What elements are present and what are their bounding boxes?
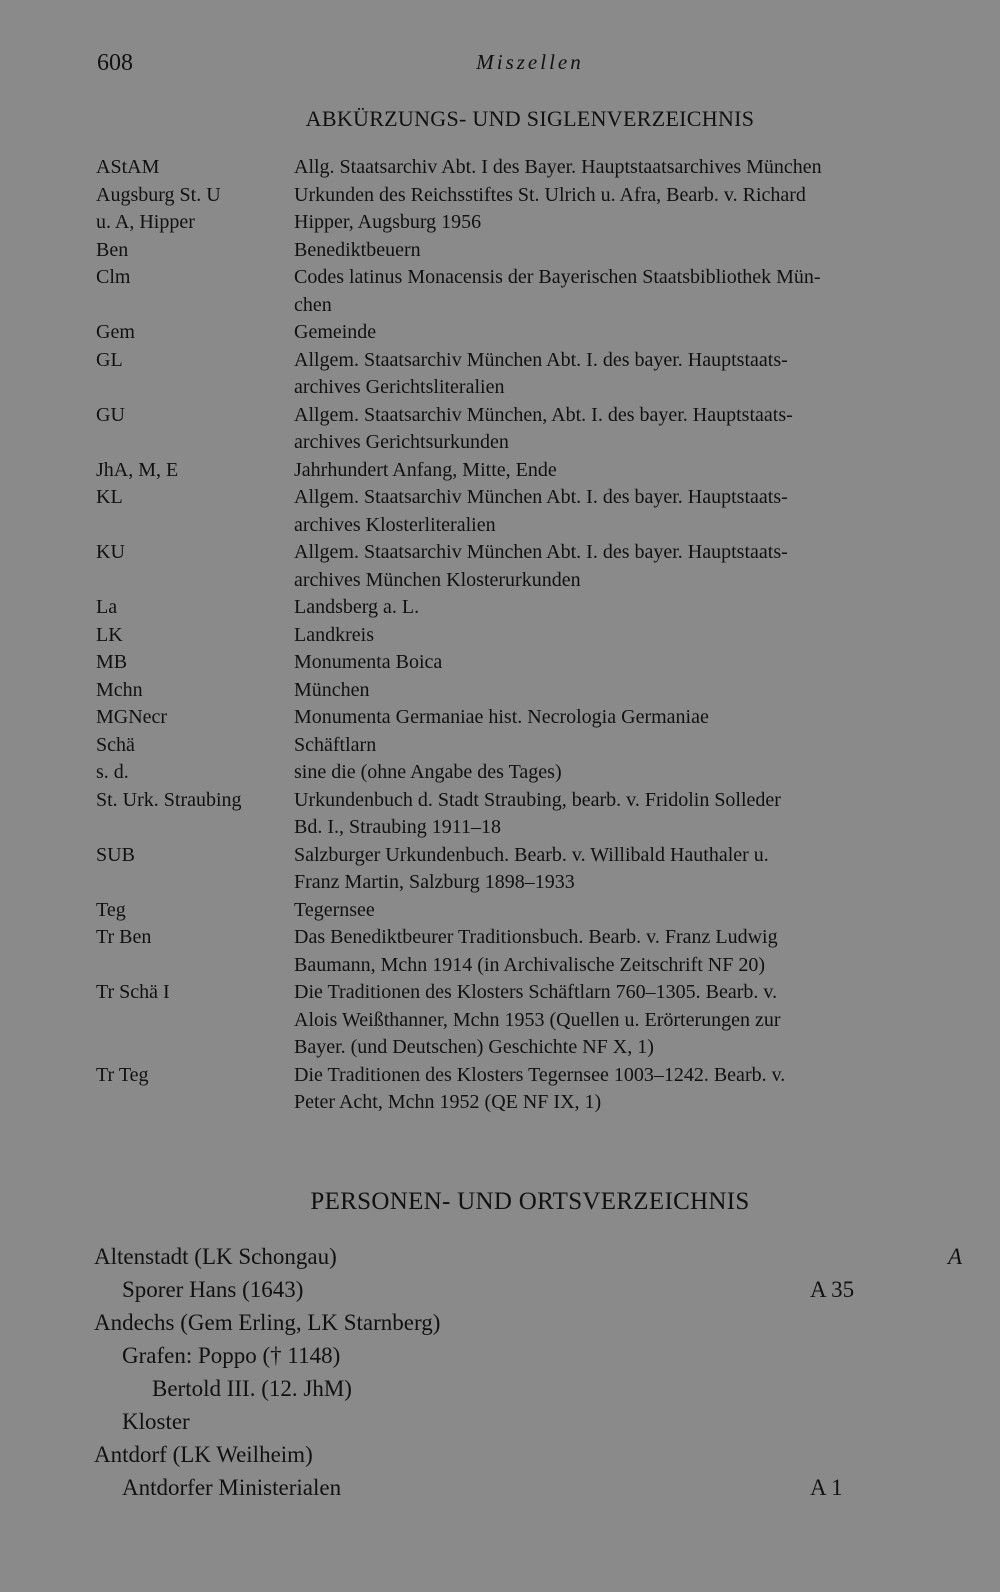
abbreviation-key: MGNecr: [96, 706, 168, 728]
abbreviation-definition: Jahrhundert Anfang, Mitte, Ende: [294, 458, 557, 481]
index-entry-text: Altenstadt (LK Schongau): [94, 1244, 337, 1269]
abbreviation-key: Gem: [96, 321, 135, 343]
abbreviation-row: [96, 264, 958, 319]
index-title: PERSONEN- UND ORTSVERZEICHNIS: [310, 1188, 750, 1215]
abbreviation-definition: Allgem. Staatsarchiv München, Abt. I. des bayer. Hauptstaats- archives Gerichtsurkunden: [294, 403, 793, 453]
abbreviation-definition: Gemeinde: [294, 321, 377, 343]
abbreviation-definition: Allgem. Staatsarchiv München Abt. I. des bayer. Hauptstaats- archives Klosterliteralien: [294, 486, 788, 536]
abbreviation-key: s. d.: [96, 761, 129, 783]
index-entry: [94, 1438, 962, 1471]
abbreviation-row: [96, 924, 958, 979]
abbreviation-row: [96, 237, 958, 265]
abbreviation-definition: Landsberg a. L.: [294, 596, 420, 618]
abbreviation-definition: Schäftlarn: [294, 733, 377, 756]
running-title: Miszellen: [476, 50, 584, 74]
abbreviation-key: Augsburg St. U u. A, Hipper: [96, 183, 221, 233]
abbreviation-row: [96, 649, 958, 677]
abbreviation-definition: Codes latinus Monacensis der Bayerischen Staatsbibliothek Mün- chen: [294, 266, 821, 316]
abbreviation-key: SUB: [96, 843, 135, 866]
abbreviation-row: [96, 154, 958, 182]
abbreviations-list: [96, 154, 958, 1117]
abbreviation-definition: Urkunden des Reichsstiftes St. Ulrich u. Afra, Bearb. v. Richard Hipper, Augsburg 1956: [294, 183, 806, 233]
abbreviation-row: [96, 732, 958, 760]
abbreviation-key: Tr Teg: [96, 1063, 149, 1086]
abbreviation-definition: Monumenta Germaniae hist. Necrologia Germaniae: [294, 706, 709, 728]
index-entry-reference: A 35: [810, 1277, 855, 1302]
abbreviation-row: [96, 842, 958, 897]
abbreviation-key: Mchn: [96, 678, 143, 701]
abbreviation-row: [96, 704, 958, 732]
abbreviation-key: GL: [96, 348, 123, 371]
index-entry-text: Bertold III. (12. JhM): [152, 1376, 352, 1401]
abbreviation-definition: Die Traditionen des Klosters Schäftlarn 760–1305. Bearb. v. Alois Weißthanner, Mchn 1953 (Quellen u. Erörterungen zur Bayer. (und Deutschen) Geschichte NF X, 1): [294, 981, 781, 1058]
abbreviation-key: St. Urk. Straubing: [96, 788, 242, 811]
abbreviation-row: [96, 402, 958, 457]
index-entry-text: Grafen: Poppo († 1148): [122, 1343, 341, 1368]
abbreviation-row: [96, 677, 958, 705]
abbreviation-key: MB: [96, 651, 128, 673]
abbreviation-definition: Allgem. Staatsarchiv München Abt. I. des bayer. Hauptstaats- archives München Klosterurkunden: [294, 541, 788, 591]
index-entry: [94, 1339, 962, 1372]
abbreviation-definition: sine die (ohne Angabe des Tages): [294, 761, 562, 783]
abbreviation-key: LK: [96, 623, 123, 646]
abbreviation-definition: Das Benediktbeurer Traditionsbuch. Bearb. v. Franz Ludwig Baumann, Mchn 1914 (in Archivalische Zeitschrift NF 20): [294, 926, 778, 976]
abbreviation-key: Clm: [96, 266, 131, 288]
abbreviation-key: Schä: [96, 733, 135, 756]
index-list: [94, 1240, 962, 1504]
abbreviation-definition: Landkreis: [294, 623, 374, 646]
abbreviation-key: Teg: [96, 898, 126, 921]
abbreviation-row: [96, 347, 958, 402]
abbreviation-definition: Die Traditionen des Klosters Tegernsee 1003–1242. Bearb. v. Peter Acht, Mchn 1952 (QE NF IX, 1): [294, 1063, 786, 1113]
abbreviation-definition: Salzburger Urkundenbuch. Bearb. v. Willibald Hauthaler u. Franz Martin, Salzburg 1898–1933: [294, 843, 769, 893]
abbreviation-row: [96, 622, 958, 650]
abbreviation-key: La: [96, 596, 118, 618]
abbreviation-definition: Allgem. Staatsarchiv München Abt. I. des bayer. Hauptstaats- archives Gerichtsliteralien: [294, 348, 788, 398]
index-entry: [94, 1306, 962, 1339]
abbreviation-key: JhA, M, E: [96, 458, 179, 481]
abbreviation-key: KL: [96, 486, 123, 508]
abbreviation-definition: München: [294, 678, 370, 701]
abbreviation-key: AStAM: [96, 156, 160, 178]
abbreviation-row: [96, 759, 958, 787]
index-entry-text: Antdorf (LK Weilheim): [94, 1442, 313, 1467]
index-entry: [94, 1273, 962, 1306]
abbreviation-row: [96, 319, 958, 347]
index-section-letter: A: [947, 1244, 962, 1269]
abbreviation-row: [96, 897, 958, 925]
abbreviation-row: [96, 539, 958, 594]
abbreviation-key: Tr Schä I: [96, 981, 170, 1003]
index-entry-text: Andechs (Gem Erling, LK Starnberg): [94, 1310, 441, 1335]
index-entry: [94, 1240, 962, 1273]
abbreviation-key: Tr Ben: [96, 926, 152, 948]
abbreviation-row: [96, 1062, 958, 1117]
abbreviation-row: [96, 787, 958, 842]
index-entry: [94, 1372, 962, 1405]
abbreviation-row: [96, 182, 958, 237]
abbreviation-key: KU: [96, 541, 125, 563]
abbreviation-definition: Monumenta Boica: [294, 651, 443, 673]
abbreviation-definition: Tegernsee: [294, 898, 375, 921]
index-entry: [94, 1471, 962, 1504]
abbreviation-definition: Benediktbeuern: [294, 238, 421, 261]
abbreviation-key: GU: [96, 403, 125, 426]
page-number: 608: [97, 50, 133, 76]
abbreviation-definition: Allg. Staatsarchiv Abt. I des Bayer. Hauptstaatsarchives München: [294, 156, 822, 178]
index-entry: [94, 1405, 962, 1438]
index-entry-reference: A 1: [810, 1475, 843, 1500]
index-entry-text: Kloster: [122, 1409, 190, 1434]
abbreviation-definition: Urkundenbuch d. Stadt Straubing, bearb. v. Fridolin Solleder Bd. I., Straubing 1911–18: [294, 788, 781, 838]
abbreviation-row: [96, 594, 958, 622]
abbreviation-key: Ben: [96, 238, 129, 261]
abbreviations-title: ABKÜRZUNGS- UND SIGLENVERZEICHNIS: [305, 106, 755, 131]
abbreviation-row: [96, 484, 958, 539]
abbreviation-row: [96, 979, 958, 1062]
index-entry-text: Antdorfer Ministerialen: [122, 1475, 342, 1500]
abbreviation-row: [96, 457, 958, 485]
index-entry-text: Sporer Hans (1643): [122, 1277, 304, 1302]
